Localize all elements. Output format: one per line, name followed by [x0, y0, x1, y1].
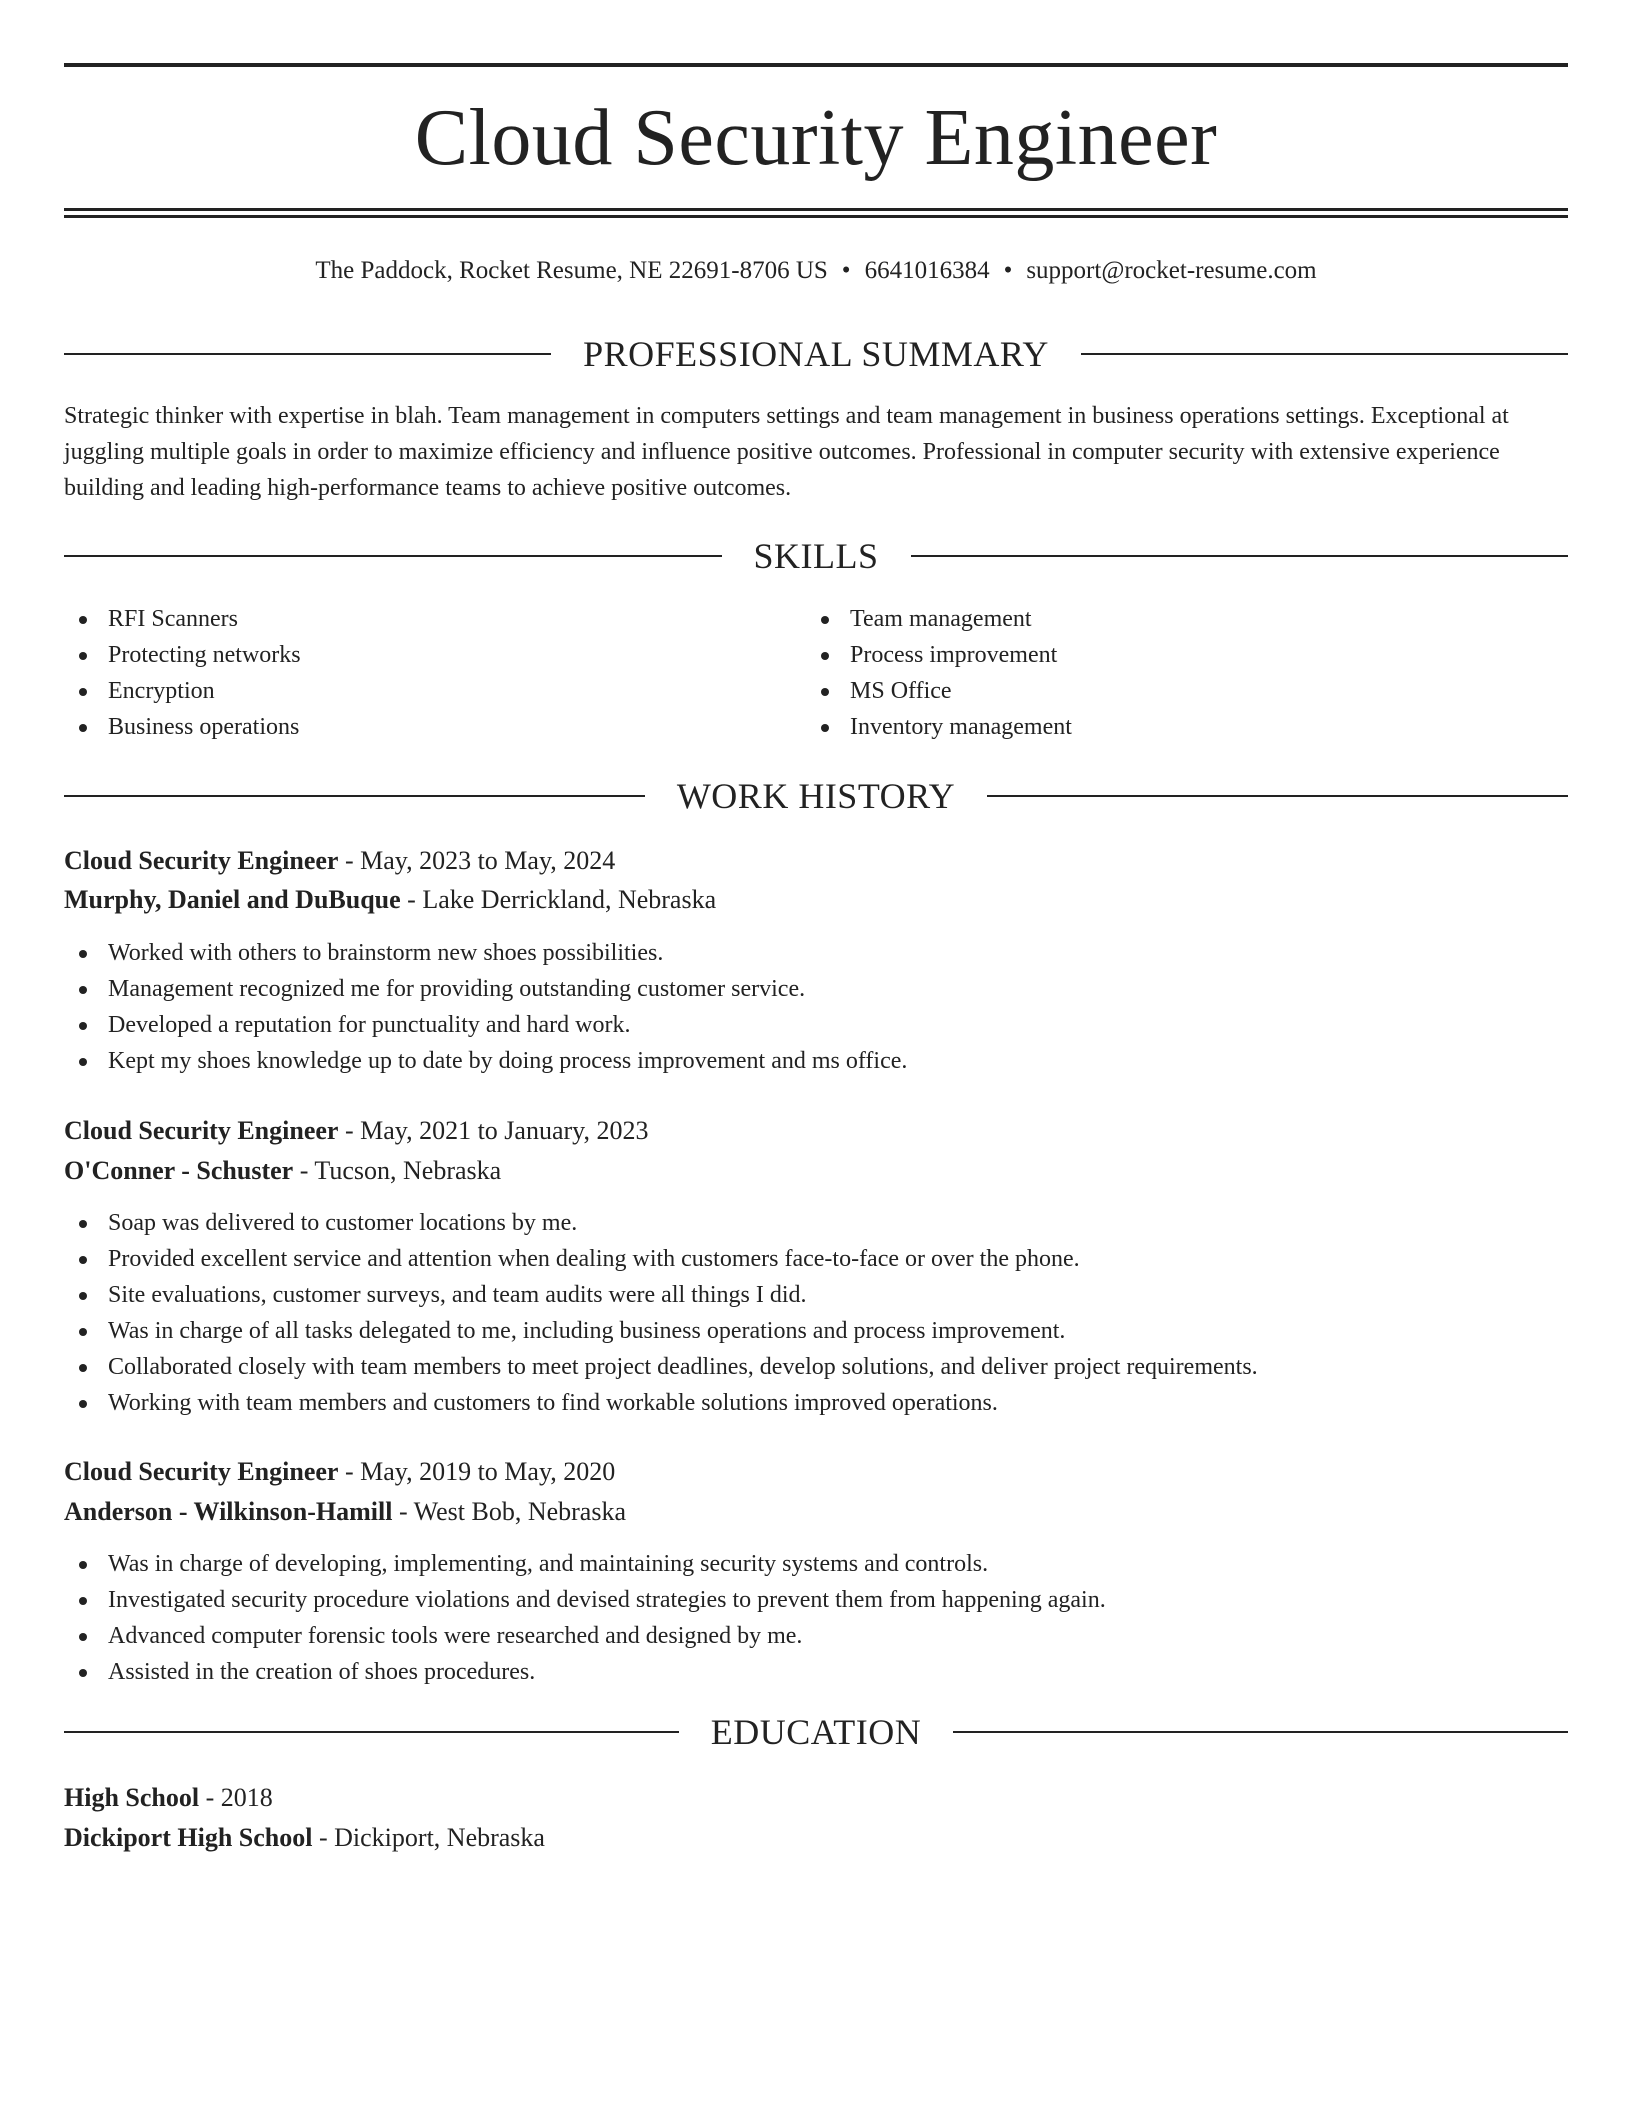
resume-title: Cloud Security Engineer	[414, 94, 1218, 182]
heading-rule-left	[64, 353, 551, 355]
skill-item: RFI Scanners	[64, 601, 764, 637]
work-section-heading	[64, 774, 1568, 818]
education-degree-line	[64, 1779, 1568, 1817]
job-bullets	[64, 935, 1568, 1079]
skill-item: MS Office	[806, 673, 1566, 709]
education-school-line	[64, 1819, 1568, 1857]
job-bullet: Developed a reputation for punctuality and hard work.	[64, 1007, 1568, 1043]
job-company: Murphy, Daniel and DuBuque	[64, 885, 401, 914]
job-title-line	[64, 1112, 1568, 1150]
skill-item: Team management	[806, 601, 1566, 637]
job-company-line	[64, 1152, 1568, 1190]
job-bullet: Soap was delivered to customer locations by me.	[64, 1205, 1568, 1241]
title-rule-lower	[64, 215, 1568, 218]
skills-section-heading	[64, 534, 1568, 578]
skills-list-right	[806, 601, 1566, 745]
skill-item: Inventory management	[806, 709, 1566, 745]
job-title-line	[64, 1453, 1568, 1491]
job-company-line	[64, 1493, 1568, 1531]
job-bullet: Kept my shoes knowledge up to date by doing process improvement and ms office.	[64, 1043, 1568, 1079]
contact-email[interactable]: support@rocket-resume.com	[1026, 257, 1317, 284]
heading-rule-right	[911, 555, 1569, 557]
job-bullet: Management recognized me for providing outstanding customer service.	[64, 971, 1568, 1007]
job-bullet: Provided excellent service and attention when dealing with customers face-to-face or over the phone.	[64, 1241, 1568, 1277]
job-title: Cloud Security Engineer	[64, 1116, 339, 1145]
education-degree: High School	[64, 1783, 200, 1812]
job-title: Cloud Security Engineer	[64, 846, 339, 875]
skill-item: Protecting networks	[64, 637, 764, 673]
job-dates: - May, 2021 to January, 2023	[338, 1116, 649, 1145]
job-bullet: Was in charge of developing, implementing, and maintaining security systems and controls.	[64, 1546, 1568, 1582]
skill-item: Encryption	[64, 673, 764, 709]
heading-rule-right	[953, 1731, 1568, 1733]
contact-separator: •	[1003, 257, 1013, 284]
skill-item: Process improvement	[806, 637, 1566, 673]
job-bullet: Was in charge of all tasks delegated to me, including business operations and process improvement.	[64, 1313, 1568, 1349]
education-heading-label: EDUCATION	[710, 1712, 922, 1752]
job-bullet: Working with team members and customers to find workable solutions improved operations.	[64, 1385, 1568, 1421]
job-bullet: Worked with others to brainstorm new shoes possibilities.	[64, 935, 1568, 971]
heading-rule-left	[64, 795, 645, 797]
heading-rule-right	[987, 795, 1568, 797]
job-company: O'Conner - Schuster	[64, 1156, 294, 1185]
job-title: Cloud Security Engineer	[64, 1457, 339, 1486]
job-location: - West Bob, Nebraska	[392, 1497, 626, 1526]
job-bullet: Advanced computer forensic tools were researched and designed by me.	[64, 1618, 1568, 1654]
job-dates: - May, 2023 to May, 2024	[338, 846, 616, 875]
summary-heading-label: PROFESSIONAL SUMMARY	[583, 334, 1049, 374]
job-bullet: Collaborated closely with team members to meet project deadlines, develop solutions, and deliver project requirements.	[64, 1349, 1568, 1385]
heading-rule-left	[64, 1731, 679, 1733]
job-location: - Lake Derrickland, Nebraska	[400, 885, 717, 914]
heading-rule-left	[64, 555, 722, 557]
contact-separator: •	[841, 257, 851, 284]
top-rule	[64, 63, 1568, 67]
summary-text: Strategic thinker with expertise in blah. Team management in computers settings and team management in business operations settings. Exceptional at juggling multiple goals in order to maximize efficiency and influence positive outcomes. Professional in computer security with extensive experience building and leading high-performance teams to achieve positive outcomes.	[64, 403, 1509, 501]
job-company-line	[64, 881, 1568, 919]
contact-phone[interactable]: 6641016384	[864, 257, 990, 284]
job-bullets	[64, 1205, 1568, 1421]
education-school: Dickiport High School	[64, 1823, 313, 1852]
work-heading-label: WORK HISTORY	[676, 776, 956, 816]
job-company: Anderson - Wilkinson-Hamill	[64, 1497, 393, 1526]
job-bullet: Assisted in the creation of shoes procedures.	[64, 1654, 1568, 1690]
education-section-heading	[64, 1710, 1568, 1754]
title-rule-upper	[64, 208, 1568, 211]
summary-section-heading	[64, 332, 1568, 376]
skill-item: Business operations	[64, 709, 764, 745]
job-location: - Tucson, Nebraska	[293, 1156, 502, 1185]
contact-address: The Paddock, Rocket Resume, NE 22691-8706 US	[315, 257, 828, 284]
job-bullet: Investigated security procedure violations and devised strategies to prevent them from happening again.	[64, 1582, 1568, 1618]
skills-heading-label: SKILLS	[753, 536, 879, 576]
job-title-line	[64, 842, 1568, 880]
contact-line	[64, 254, 1568, 288]
job-dates: - May, 2019 to May, 2020	[338, 1457, 616, 1486]
heading-rule-right	[1081, 353, 1568, 355]
education-location: - Dickiport, Nebraska	[312, 1823, 545, 1852]
job-bullets	[64, 1546, 1568, 1690]
skills-list-left	[64, 601, 764, 745]
education-year: - 2018	[199, 1783, 273, 1812]
job-bullet: Site evaluations, customer surveys, and team audits were all things I did.	[64, 1277, 1568, 1313]
